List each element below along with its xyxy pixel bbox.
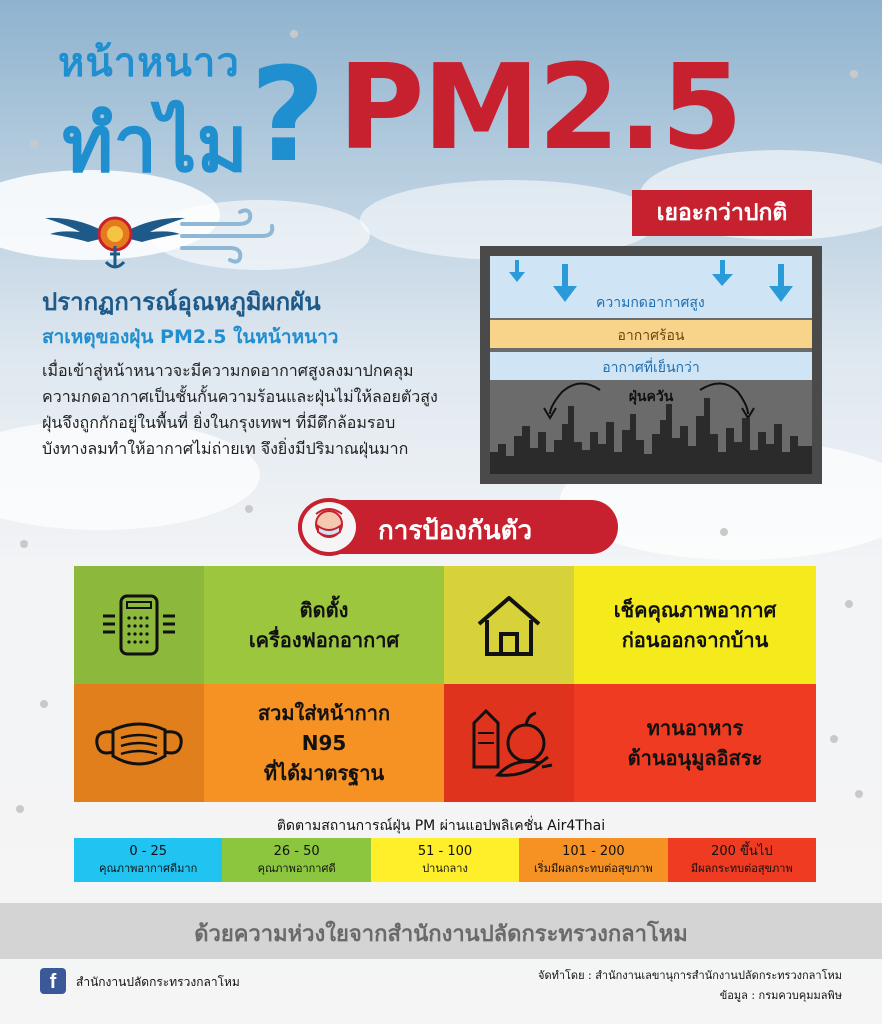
person-mask-icon (298, 498, 360, 556)
aqi-scale (74, 838, 816, 882)
aqi-level (668, 838, 816, 882)
snow-dot (830, 735, 838, 743)
aqi-level (519, 838, 667, 882)
title-question-mark: ? (250, 39, 326, 191)
protection-item-line: เครื่องฟอกอากาศ (248, 628, 400, 652)
high-pressure-label: ความกดอากาศสูง (596, 295, 705, 311)
facebook-page-name[interactable]: สำนักงานปลัดกระทรวงกลาโหม (76, 975, 240, 989)
facebook-icon[interactable]: f (40, 968, 66, 994)
protection-item-line: ที่ได้มาตรฐาน (263, 761, 385, 785)
wind-icon (178, 208, 278, 264)
aqi-scale-title: ติดตามสถานการณ์ฝุ่น PM ผ่านแอปพลิเคชั่น Air4Thai (276, 818, 606, 834)
protection-item-line: สวมใส่หน้ากาก (257, 701, 391, 725)
title-more-than-usual: เยอะกว่าปกติ (632, 190, 812, 236)
house-icon-cell (444, 566, 574, 684)
title-winter: หน้าหนาว (58, 40, 240, 86)
snow-dot (245, 505, 253, 513)
aqi-label: ปานกลาง (422, 862, 468, 875)
snow-dot (30, 140, 38, 148)
aqi-label: คุณภาพอากาศดี (257, 862, 336, 875)
body-line: บังทางลมทำให้อากาศไม่ถ่ายเท จึงยิ่งมีปริมาณฝุ่นมาก (42, 439, 409, 458)
aqi-label: มีผลกระทบต่อสุขภาพ (690, 862, 793, 875)
protection-item-line: ทานอาหาร (646, 716, 744, 740)
snow-dot (850, 70, 858, 78)
aqi-level (371, 838, 519, 882)
protection-item-text (249, 595, 399, 655)
snow-dot (20, 540, 28, 548)
city-skyline-icon (490, 256, 812, 474)
mask-icon-cell (74, 684, 204, 802)
aqi-level (74, 838, 222, 882)
protection-item-line: ติดตั้ง (299, 598, 349, 622)
snow-dot (40, 700, 48, 708)
protection-item-line: N95 (301, 731, 347, 755)
section-body (42, 358, 462, 462)
warm-air-label: อากาศร้อน (617, 328, 685, 344)
protection-item-text (628, 713, 763, 773)
body-line: ความกดอากาศเป็นชั้นกั้นความร้อนและฝุ่นไม่ให้ลอยตัวสูง (42, 387, 438, 406)
body-line: ฝุ่นจึงถูกกักอยู่ในพื้นที่ ยิ่งในกรุงเทพฯ ที่มีตึกล้อมรอบ (42, 413, 396, 432)
protection-item-line: เช็คคุณภาพอากาศ (613, 598, 777, 622)
section-subheading: สาเหตุของฝุ่น PM2.5 ในหน้าหนาว (42, 326, 339, 348)
protection-item-line: ต้านอนุมูลอิสระ (627, 746, 763, 770)
purifier-icon-cell (74, 566, 204, 684)
aqi-range: 26 - 50 (273, 844, 320, 859)
aqi-range: 101 - 200 (562, 844, 625, 859)
title-why: ทำไม (62, 100, 248, 190)
ministry-emblem-icon (40, 196, 190, 276)
snow-dot (855, 790, 863, 798)
food-icon (464, 703, 554, 783)
body-line: เมื่อเข้าสู่หน้าหนาวจะมีความกดอากาศสูงลงมาปกคลุม (42, 361, 414, 380)
aqi-label: คุณภาพอากาศดีมาก (99, 862, 198, 875)
aqi-level (222, 838, 370, 882)
mask-text-cell (204, 684, 444, 802)
section-heading: ปรากฏการณ์อุณหภูมิผกผัน (42, 288, 321, 316)
inversion-diagram (480, 246, 822, 484)
food-icon-cell (444, 684, 574, 802)
purifier-text-cell (204, 566, 444, 684)
protection-item-text (258, 698, 390, 788)
snow-dot (845, 600, 853, 608)
footer-message: ด้วยความห่วงใยจากสำนักงานปลัดกระทรวงกลาโหม (194, 922, 688, 947)
food-text-cell (574, 684, 816, 802)
protection-grid (74, 566, 816, 802)
protection-item-line: ก่อนออกจากบ้าน (621, 628, 769, 652)
aqi-label: เริ่มมีผลกระทบต่อสุขภาพ (534, 862, 653, 875)
cool-air-label: อากาศที่เย็นกว่า (602, 360, 700, 376)
diagram-canvas (490, 256, 812, 474)
snow-dot (16, 805, 24, 813)
check-air-text-cell (574, 566, 816, 684)
aqi-range: 200 ขึ้นไป (711, 844, 773, 859)
aqi-range: 0 - 25 (129, 844, 168, 859)
aqi-range: 51 - 100 (417, 844, 473, 859)
protection-item-text (614, 595, 777, 655)
face-mask-icon (91, 708, 187, 778)
credit-made-by: จัดทำโดย : สำนักงานเลขานุการสำนักงานปลัดกระทรวงกลาโหม (538, 969, 842, 982)
house-icon (469, 590, 549, 660)
credit-source: ข้อมูล : กรมควบคุมมลพิษ (719, 989, 842, 1002)
protection-title: การป้องกันตัว (378, 516, 533, 546)
air-purifier-icon (99, 590, 179, 660)
dust-label: ฝุ่นควัน (628, 389, 674, 405)
snow-dot (290, 30, 298, 38)
snow-dot (720, 528, 728, 536)
title-pm25: PM2.5 (338, 38, 741, 176)
